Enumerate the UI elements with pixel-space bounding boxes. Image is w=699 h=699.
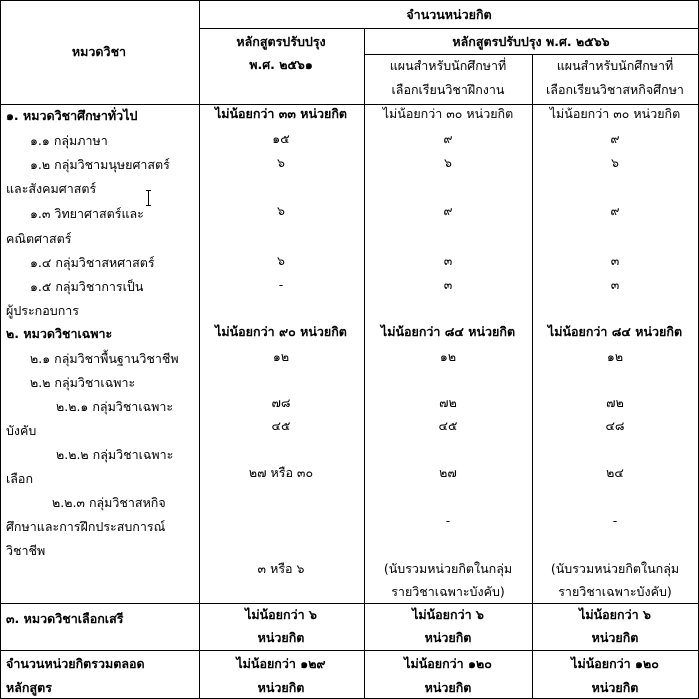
cell-value: ๙ bbox=[610, 203, 620, 218]
cell-value: - bbox=[612, 513, 618, 528]
row-label-continued: ศึกษาและการฝึกประสบการณ์ bbox=[6, 519, 166, 534]
cell-value: ๗๘ bbox=[271, 395, 291, 410]
row-label: ๒.๑ กลุ่มวิชาพื้นฐานวิชาชีพ bbox=[30, 351, 179, 366]
header-plan-internship: แผนสำหรับนักศึกษาที่ bbox=[389, 58, 507, 73]
cell-note: รายวิชาเฉพาะบังคับ) bbox=[558, 584, 672, 599]
cell-value: ๖ bbox=[444, 155, 452, 170]
cell-value: ๙ bbox=[443, 203, 453, 218]
header-plan-internship: เลือกเรียนวิชาฝึกงาน bbox=[391, 82, 505, 97]
cell-value: ๗๒ bbox=[439, 395, 457, 410]
cell-value: ๓ bbox=[443, 253, 453, 268]
cell-value: ไม่น้อยกว่า ๙๐ หน่วยกิต bbox=[215, 324, 347, 339]
row-label: ๑.๑ กลุ่มภาษา bbox=[30, 133, 108, 148]
row-label: ๒.๒.๓ กลุ่มวิชาสหกิจ bbox=[52, 495, 166, 510]
text-cursor-icon bbox=[146, 190, 152, 206]
cell-value: ไม่น้อยกว่า ๑๒๙ bbox=[236, 656, 326, 671]
header-plan-coop: เลือกเรียนวิชาสหกิจศึกษา bbox=[546, 82, 684, 97]
row-label: ๑.๓ วิทยาศาสตร์และ bbox=[30, 206, 144, 221]
section-divider bbox=[0, 603, 699, 604]
cell-value: ไม่น้อยกว่า ๘๔ หน่วยกิต bbox=[380, 324, 516, 339]
cell-value: หน่วยกิต bbox=[591, 680, 639, 695]
cell-value: ๖ bbox=[277, 155, 285, 170]
cell-value: ๖ bbox=[277, 203, 285, 218]
row-label-free-electives: ๓. หมวดวิชาเลือกเสรี bbox=[6, 611, 124, 626]
row-label: ๒.๒.๒ กลุ่มวิชาเฉพาะ bbox=[56, 447, 174, 462]
cell-note: รายวิชาเฉพาะบังคับ) bbox=[391, 584, 505, 599]
cell-value: ไม่น้อยกว่า ๘๔ หน่วยกิต bbox=[547, 324, 683, 339]
cell-value: ๑๒ bbox=[272, 349, 290, 364]
column-divider bbox=[364, 28, 365, 699]
row-label-continued: และสังคมศาสตร์ bbox=[6, 181, 97, 196]
cell-value: ๙ bbox=[610, 131, 620, 146]
cell-value: ไม่น้อยกว่า ๖ bbox=[579, 607, 651, 622]
cell-value: - bbox=[278, 277, 284, 292]
cell-value: ๓ หรือ ๖ bbox=[257, 561, 305, 576]
cell-value: ๓ bbox=[610, 253, 620, 268]
cell-note: (นับรวมหน่วยกิตในกลุ่ม bbox=[383, 561, 513, 576]
cell-value: - bbox=[445, 513, 451, 528]
row-label: ๒.๒.๑ กลุ่มวิชาเฉพาะ bbox=[56, 399, 174, 414]
cell-value: ๗๒ bbox=[606, 395, 624, 410]
header-curriculum-2566: หลักสูตรปรับปรุง พ.ศ. ๒๕๖๖ bbox=[452, 34, 610, 49]
column-divider bbox=[532, 54, 533, 699]
row-label-specialized: ๒. หมวดวิชาเฉพาะ bbox=[6, 326, 113, 341]
cell-value: ไม่น้อยกว่า ๑๒๐ bbox=[571, 656, 659, 671]
row-label-continued: ผู้ประกอบการ bbox=[6, 303, 79, 318]
row-label-continued: เลือก bbox=[6, 471, 34, 486]
cell-value: หน่วยกิต bbox=[591, 630, 639, 645]
cell-value: ไม่น้อยกว่า ๓๓ หน่วยกิต bbox=[214, 106, 348, 121]
row-label-continued: คณิตศาสตร์ bbox=[6, 231, 72, 246]
table-border-top bbox=[0, 0, 699, 1]
row-label: ๑.๔ กลุ่มวิชาสหศาสตร์ bbox=[30, 255, 155, 270]
header-category: หมวดวิชา bbox=[71, 44, 127, 59]
cell-value: หน่วยกิต bbox=[424, 680, 472, 695]
cell-value: ไม่น้อยกว่า ๑๒๐ bbox=[404, 656, 492, 671]
cell-value: ไม่น้อยกว่า ๓๐ หน่วยกิต bbox=[549, 106, 681, 121]
header-credit-count: จำนวนหน่วยกิต bbox=[406, 7, 492, 22]
header-plan-coop: แผนสำหรับนักศึกษาที่ bbox=[556, 58, 674, 73]
cell-value: หน่วยกิต bbox=[257, 680, 305, 695]
cell-value: ๖ bbox=[611, 155, 619, 170]
row-label-continued: วิชาชีพ bbox=[6, 543, 46, 558]
cell-value: ๑๕ bbox=[272, 131, 290, 146]
table-border-left bbox=[0, 0, 1, 699]
row-label-continued: บังคับ bbox=[6, 423, 37, 438]
cell-value: ๔๘ bbox=[605, 418, 625, 433]
row-label: ๑.๒ กลุ่มวิชามนุษยศาสตร์ bbox=[30, 157, 170, 172]
cell-value: ไม่น้อยกว่า ๓๐ หน่วยกิต bbox=[382, 106, 514, 121]
section-divider bbox=[0, 650, 699, 651]
column-divider bbox=[199, 0, 200, 699]
cell-value: ๔๕ bbox=[271, 418, 291, 433]
cell-value: ๓ bbox=[610, 277, 620, 292]
cell-value: ๑๒ bbox=[439, 349, 457, 364]
header-curriculum-2561: หลักสูตรปรับปรุง bbox=[236, 34, 326, 49]
cell-value: ๔๕ bbox=[438, 418, 458, 433]
header-divider bbox=[199, 28, 699, 29]
cell-value: ไม่น้อยกว่า ๖ bbox=[412, 607, 484, 622]
row-label: ๒.๒ กลุ่มวิชาเฉพาะ bbox=[30, 375, 136, 390]
cell-value: หน่วยกิต bbox=[257, 630, 305, 645]
cell-value: ไม่น้อยกว่า ๖ bbox=[245, 607, 317, 622]
cell-value: ๑๒ bbox=[606, 349, 624, 364]
cell-value: ๒๗ bbox=[439, 465, 457, 480]
cell-value: ๖ bbox=[277, 253, 285, 268]
row-label-total: จำนวนหน่วยกิตรวมตลอด bbox=[6, 656, 145, 671]
row-label-general-education: ๑. หมวดวิชาศึกษาทั่วไป bbox=[6, 108, 138, 123]
row-label: ๑.๕ กลุ่มวิชาการเป็น bbox=[30, 279, 144, 294]
header-divider bbox=[0, 104, 699, 105]
header-curriculum-2561-year: พ.ศ. ๒๕๖๑ bbox=[249, 57, 313, 72]
cell-value: ๓ bbox=[443, 277, 453, 292]
cell-value: ๒๔ bbox=[606, 465, 624, 480]
cell-value: ๒๗ หรือ ๓๐ bbox=[248, 465, 314, 480]
row-label-continued: หลักสูตร bbox=[6, 680, 52, 695]
cell-value: ๙ bbox=[443, 131, 453, 146]
cell-value: หน่วยกิต bbox=[424, 630, 472, 645]
cell-note: (นับรวมหน่วยกิตในกลุ่ม bbox=[550, 561, 680, 576]
